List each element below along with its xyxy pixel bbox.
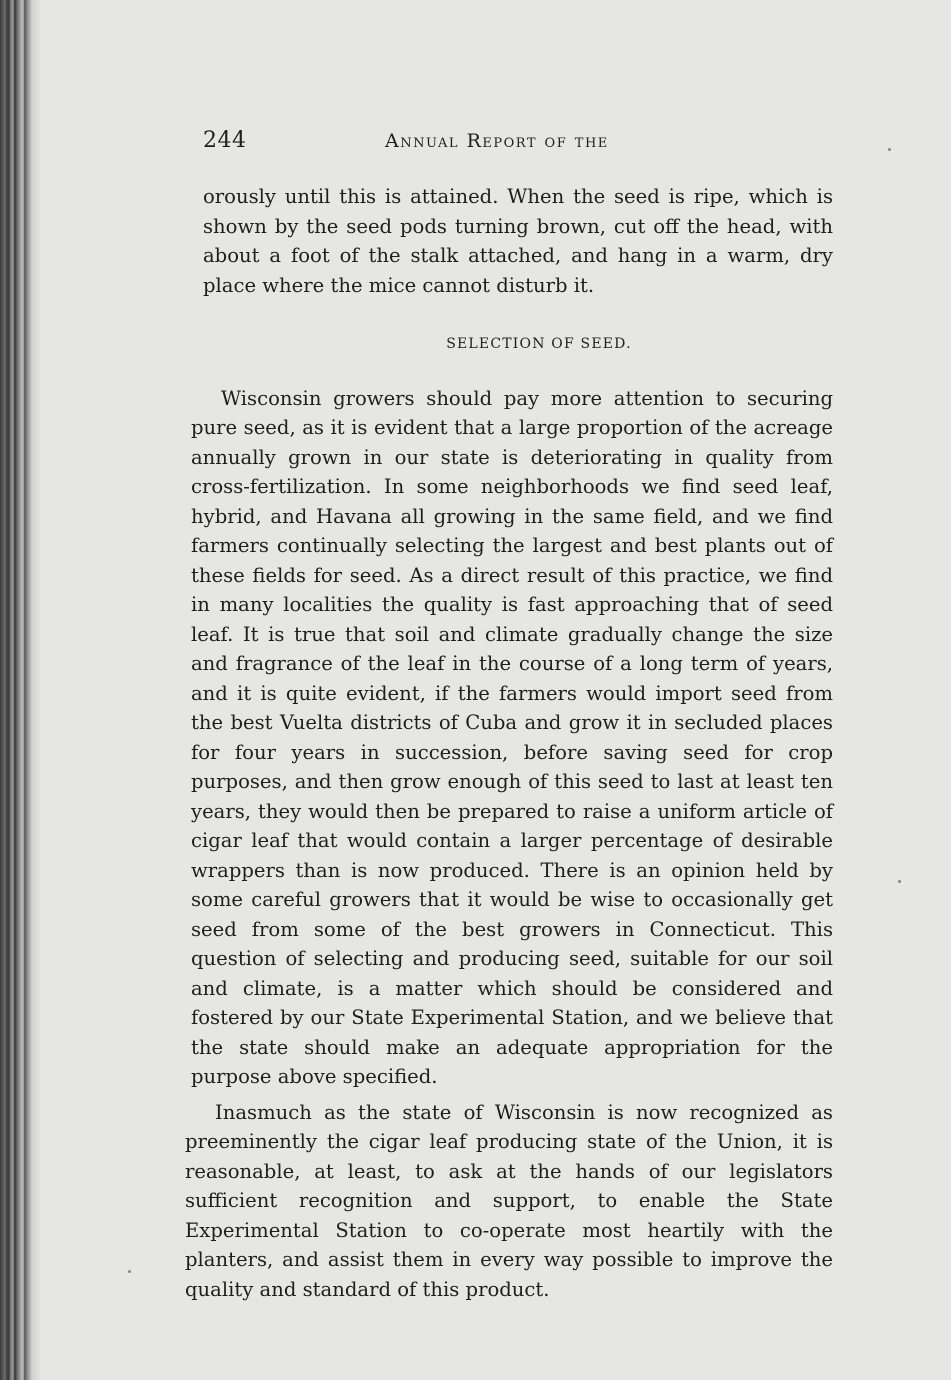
page-number: 244 — [203, 128, 247, 153]
paper-speck — [128, 1270, 131, 1273]
paragraph: Wisconsin growers should pay more attention to securing pure seed, as it is evident that a large proportion of the acreage annually grown in our state is deteriorating in quality from cross-fertilization. In some neighborhoods we find seed leaf, hybrid, and Havana all growing in the same field, and we find farmers continually selecting the largest and best plants out of these fields for seed. As a direct result of this practice, we find in many localities the quality is fast approaching that of seed leaf. It is true that soil and climate gradually change the size and fragrance of the leaf in the course of a long term of years, and it is quite evident, if the farmers would import seed from the best Vuelta districts of Cuba and grow it in secluded places for four years in succession, before saving seed for crop purposes, and then grow enough of this seed to last at least ten years, they would then be prepared to raise a uniform article of cigar leaf that would contain a larger percentage of desirable wrappers than is now produced. There is an opinion held by some careful growers that it would be wise to occasionally get seed from some of the best growers in Connecticut. This question of selecting and producing seed, suitable for our soil and climate, is a matter which should be considered and fostered by our State Experimental Station, and we believe that the state should make an adequate appropriation for the purpose above specified. — [191, 386, 833, 1088]
running-head — [185, 118, 833, 160]
book-page — [185, 118, 833, 1304]
paper-speck — [888, 148, 891, 151]
binding-line — [6, 0, 8, 1380]
continued-paragraph: orously until this is attained. When the seed is ripe, which is shown by the seed pods turning brown, cut off the head, with about a foot of the stalk attached, and hang in a warm, dry place where the mice cannot disturb it. — [203, 185, 833, 297]
paragraph: Inasmuch as the state of Wisconsin is now recognized as preeminently the cigar leaf producing state of the Union, it is reasonable, at least, to ask at the hands of our legislators sufficient recognition and support, to enable the State Experimental Station to co-operate most heartily with the planters, and assist them in every way possible to improve the quality and standard of this product. — [185, 1100, 833, 1301]
paper-speck — [898, 880, 901, 883]
running-title: Annual Report of the — [385, 130, 609, 152]
binding-line — [14, 0, 16, 1380]
page-body — [185, 182, 833, 1304]
binding-line — [24, 0, 26, 1380]
section-heading: SELECTION OF SEED. — [446, 336, 632, 352]
